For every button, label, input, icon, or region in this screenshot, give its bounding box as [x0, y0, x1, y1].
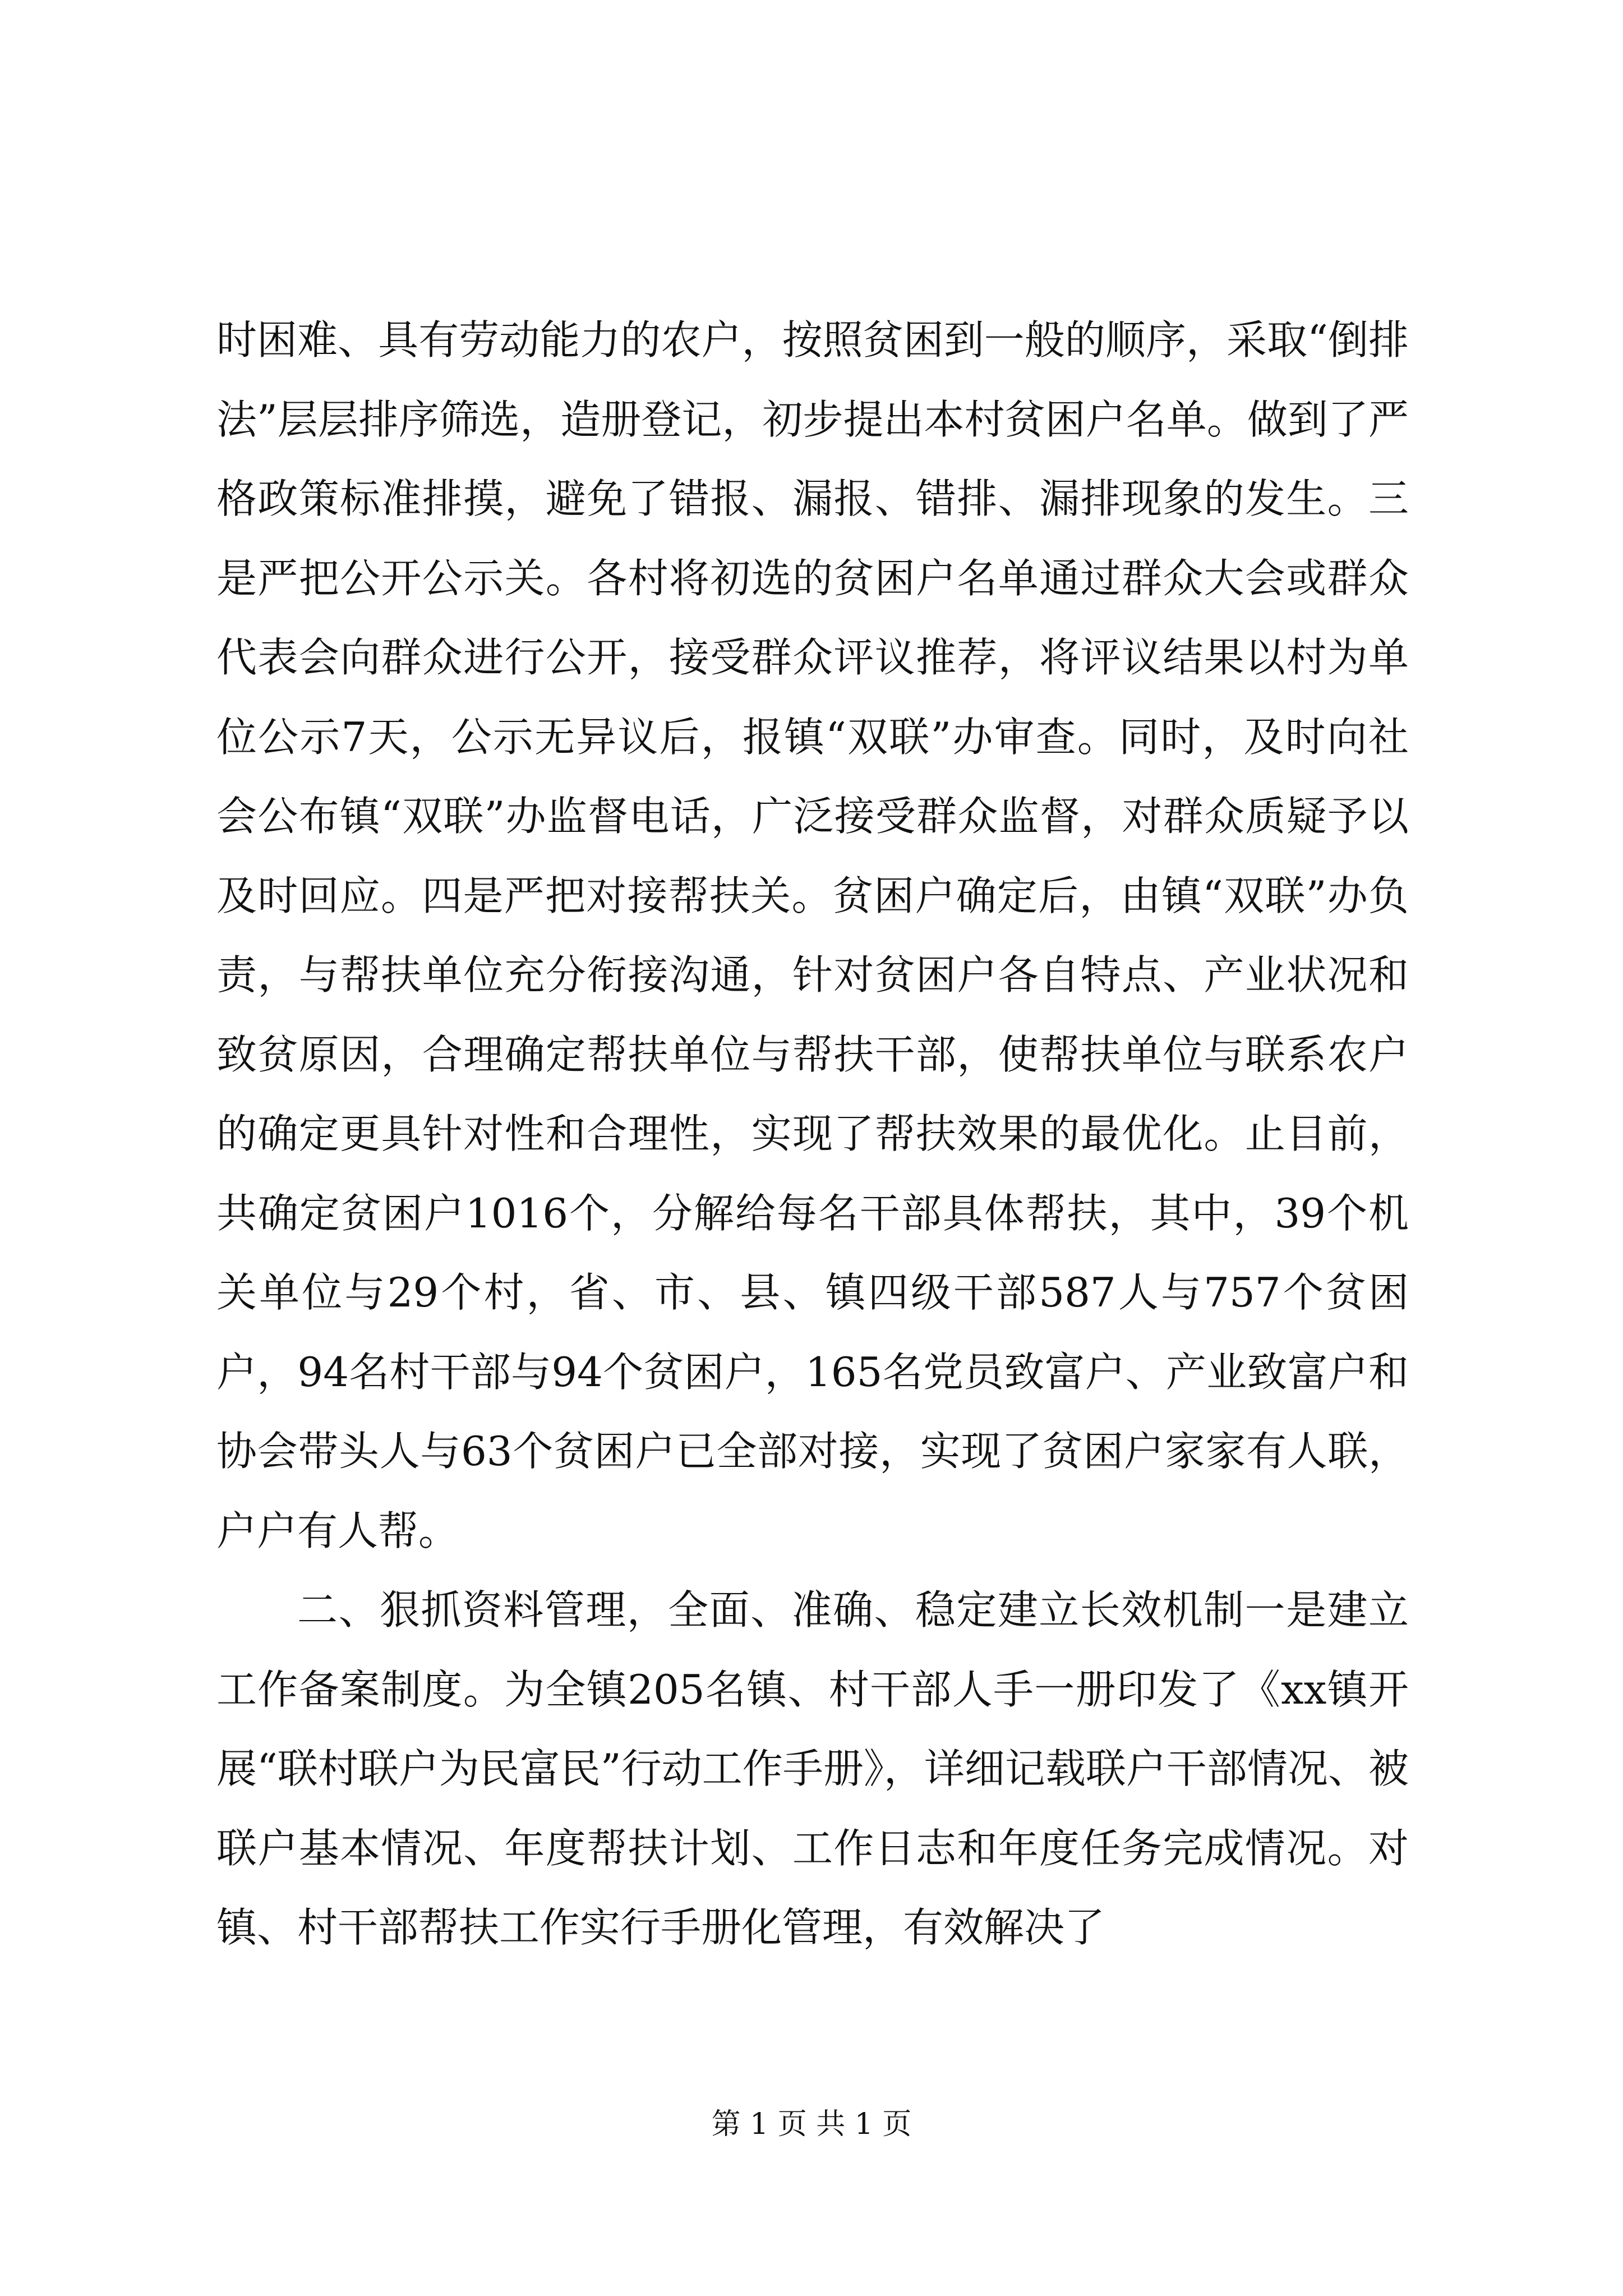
paragraph-1: 时困难、具有劳动能力的农户，按照贫困到一般的顺序，采取“倒排法”层层排序筛选，造册登记，初步提出本村贫困户名单。做到了严格政策标准排摸，避免了错报、漏报、错排、漏排现象的发生。三是严把公开公示关。各村将初选的贫困户名单通过群众大会或群众代表会向群众进行公开，接受群众评议推荐，将评议结果以村为单位公示7天，公示无异议后，报镇“双联”办审查。同时，及时向社会公布镇“双联”办监督电话，广泛接受群众监督，对群众质疑予以及时回应。四是严把对接帮扶关。贫困户确定后，由镇“双联”办负责，与帮扶单位充分衔接沟通，针对贫困户各自特点、产业状况和致贫原因，合理确定帮扶单位与帮扶干部，使帮扶单位与联系农户的确定更具针对性和合理性，实现了帮扶效果的最优化。止目前，共确定贫困户1016个，分解给每名干部具体帮扶，其中，39个机关单位与29个村，省、市、县、镇四级干部587人与757个贫困户，94名村干部与94个贫困户，165名党员致富户、产业致富户和协会带头人与63个贫困户已全部对接，实现了贫困户家家有人联，户户有人帮。	[216, 316, 1409, 1554]
body-text	[216, 301, 1409, 1968]
page-footer: 第 1 页 共 1 页	[711, 2108, 912, 2141]
paragraph-2: 二、狠抓资料管理，全面、准确、稳定建立长效机制一是建立工作备案制度。为全镇205名镇、村干部人手一册印发了《xx镇开展“联村联户为民富民”行动工作手册》，详细记载联户干部情况、被联户基本情况、年度帮扶计划、工作日志和年度任务完成情况。对镇、村干部帮扶工作实行手册化管理，有效解决了	[216, 1586, 1409, 1951]
